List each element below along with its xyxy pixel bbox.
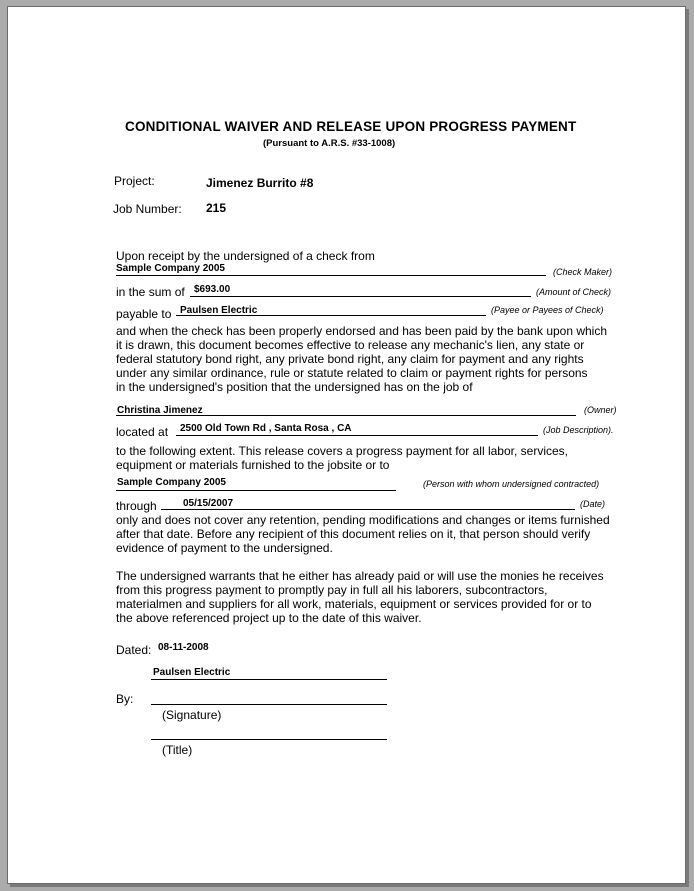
amount-hint: (Amount of Check): [536, 287, 612, 297]
owner-hint: (Owner): [584, 405, 617, 415]
payable-label: payable to: [116, 307, 172, 321]
check-maker-line: [116, 275, 546, 276]
warranty-line-1: The undersigned warrants that he either has already paid or will use the monies he receives: [116, 569, 604, 583]
document-subtitle: (Pursuant to A.R.S. #33-1008): [263, 138, 396, 149]
warranty-line-4: the above referenced project up to the date of this waiver.: [116, 610, 422, 625]
check-maker-hint: (Check Maker): [553, 267, 613, 277]
release-line-1: and when the check has been properly endorsed and has been paid by the bank upon which: [116, 324, 608, 338]
payee-value: Paulsen Electric: [180, 305, 258, 316]
through-value: 05/15/2007: [183, 498, 234, 509]
release-line-2: it is drawn, this document becomes effective to release any mechanic's lien, any state or: [116, 337, 585, 352]
job-number-label: Job Number:: [113, 202, 182, 216]
location-hint: (Job Description).: [543, 425, 614, 435]
by-label: By:: [116, 692, 134, 706]
through-hint: (Date): [580, 499, 606, 509]
located-label: located at: [116, 425, 169, 439]
owner-line: [116, 415, 576, 416]
release-line-5: in the undersigned's position that the undersigned has on the job of: [116, 379, 473, 394]
contracted-line: [116, 490, 396, 491]
retention-line-2: after that date. Before any recipient of this document relies on it, that person should verify: [116, 526, 591, 541]
signature-label: (Signature): [162, 708, 222, 722]
through-label: through: [116, 499, 157, 513]
release-paragraph: [116, 325, 636, 395]
location-value: 2500 Old Town Rd , Santa Rosa , CA: [180, 423, 352, 434]
title-line: [151, 739, 387, 740]
warranty-line-3: materialmen and suppliers for all work, materials, equipment or services provided for or to: [116, 596, 592, 611]
check-maker-value: Sample Company 2005: [116, 263, 225, 274]
dated-label: Dated:: [116, 643, 152, 657]
release-line-4: under any similar ordinance, rule or statute related to claim or payment rights for persons: [116, 365, 588, 380]
project-value: Jimenez Burrito #8: [206, 176, 314, 190]
document-page: [7, 6, 686, 884]
location-line: [176, 435, 538, 436]
job-number-value: 215: [206, 201, 227, 215]
extent-paragraph: [116, 445, 636, 473]
signature-company: Paulsen Electric: [153, 667, 231, 678]
sum-label: in the sum of: [116, 285, 185, 299]
extent-line-1: to the following extent. This release covers a progress payment for all labor, services,: [116, 444, 568, 458]
amount-line: [190, 296, 531, 297]
owner-value: Christina Jimenez: [117, 405, 203, 416]
retention-paragraph: [116, 514, 636, 556]
retention-line-1: only and does not cover any retention, pending modifications and changes or items furnished: [116, 513, 610, 527]
retention-line-3: evidence of payment to the undersigned.: [116, 540, 333, 555]
company-line: [151, 679, 387, 680]
receipt-intro: Upon receipt by the undersigned of a check from: [116, 249, 375, 263]
payee-line: [176, 315, 486, 316]
dated-value: 08-11-2008: [158, 642, 209, 653]
through-line: [161, 509, 575, 510]
signature-line: [151, 704, 387, 705]
contracted-value: Sample Company 2005: [117, 477, 226, 488]
title-label: (Title): [162, 743, 193, 757]
contracted-hint: (Person with whom undersigned contracted): [423, 479, 600, 489]
document-title: CONDITIONAL WAIVER AND RELEASE UPON PROGRESS PAYMENT: [125, 119, 577, 134]
payee-hint: (Payee or Payees of Check): [491, 305, 604, 315]
release-line-3: federal statutory bond right, any private bond right, any claim for payment and any rights: [116, 351, 584, 366]
project-label: Project:: [114, 174, 155, 188]
warranty-paragraph: [116, 570, 636, 626]
extent-line-2: equipment or materials furnished to the jobsite or to: [116, 457, 390, 472]
warranty-line-2: from this progress payment to promptly pay in full all his laborers, subcontractors,: [116, 582, 548, 597]
amount-value: $693.00: [194, 284, 231, 295]
